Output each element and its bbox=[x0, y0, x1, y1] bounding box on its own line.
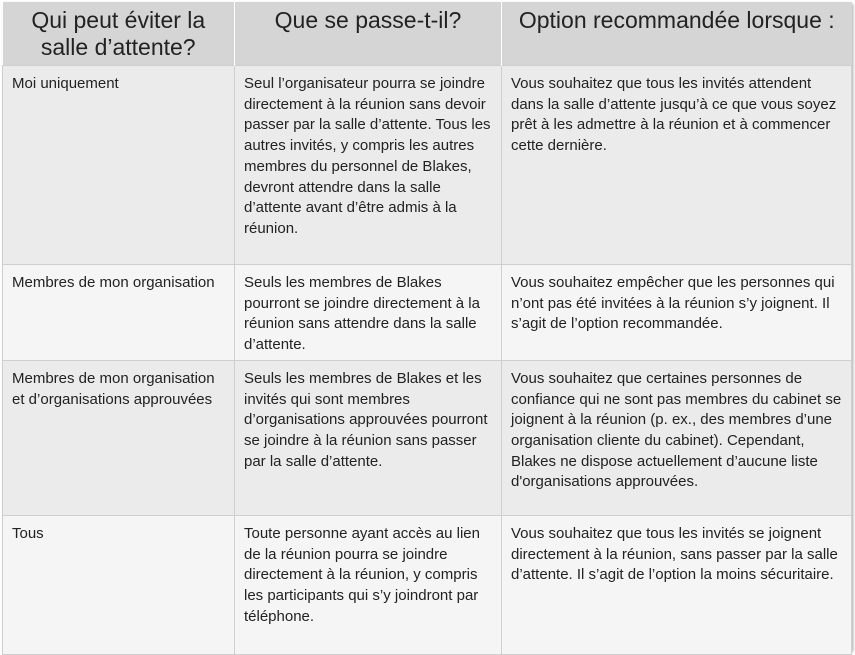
table-row bbox=[3, 515, 852, 654]
cell-when bbox=[502, 360, 852, 515]
table-body bbox=[3, 66, 852, 655]
lobby-options-table bbox=[2, 2, 852, 655]
cell-what-text: Seul l’organisateur pourra se joindre directement à la réunion sans devoir passer par la salle d’attente. Tous les autres invités, y compris les autres membres du personnel de Blakes, devront attendre dans la salle d’attente avant d’être admis à la réunion. bbox=[244, 75, 491, 237]
cell-when-text: Vous souhaitez que tous les invités se joignent directement à la réunion, sans passer par la salle d’attente. Il s’agit de l’option la moins sécuritaire. bbox=[511, 524, 838, 584]
header-what-happens: Que se passe-t-il? bbox=[235, 2, 502, 66]
lobby-options-table-container bbox=[2, 2, 851, 650]
cell-what bbox=[235, 265, 502, 361]
table-header bbox=[3, 2, 852, 66]
cell-what bbox=[235, 66, 502, 265]
cell-what-text: Toute personne ayant accès au lien de la réunion pourra se joindre directement à la réunion, y compris les participants qui s’y joindront par téléphone. bbox=[244, 524, 480, 625]
cell-who-text: Tous bbox=[12, 524, 44, 542]
cell-who-text: Membres de mon organisation et d’organisations approuvées bbox=[12, 369, 215, 408]
cell-what-text: Seuls les membres de Blakes pourront se joindre directement à la réunion sans attendre dans la salle d’attente. bbox=[244, 274, 480, 354]
cell-when-text: Vous souhaitez que certaines personnes de confiance qui ne sont pas membres du cabinet se joignent à la réunion (p. ex., des membres d’une organisation cliente du cabinet). Cependant, Blakes ne dispose actuellement d’aucune liste d'organisations approuvées. bbox=[511, 369, 842, 491]
cell-who-text: Membres de mon organisation bbox=[12, 274, 215, 291]
cell-who bbox=[3, 360, 235, 515]
cell-when-text: Vous souhaitez que tous les invités attendent dans la salle d’attente jusqu’à ce que vous soyez prêt à les admettre à la réunion et à commencer cette dernière. bbox=[511, 75, 837, 155]
cell-what-text: Seuls les membres de Blakes et les invités qui sont membres d’organisations approuvées pourront se joindre à la réunion sans passer par la salle d’attente. bbox=[244, 369, 488, 470]
header-recommended-when: Option recommandée lorsque : bbox=[502, 2, 852, 66]
table-row bbox=[3, 66, 852, 265]
header-who-can-bypass: Qui peut éviter la salle d’attente? bbox=[3, 2, 235, 66]
cell-when bbox=[502, 265, 852, 361]
cell-when-text: Vous souhaitez empêcher que les personnes qui n’ont pas été invitées à la réunion s’y joignent. Il s’agit de l’option recommandée. bbox=[511, 274, 835, 333]
header-row bbox=[3, 2, 852, 66]
cell-who-text: Moi uniquement bbox=[12, 75, 119, 92]
cell-who bbox=[3, 265, 235, 361]
table-row bbox=[3, 265, 852, 361]
cell-when bbox=[502, 66, 852, 265]
cell-what bbox=[235, 515, 502, 654]
cell-when bbox=[502, 515, 852, 654]
cell-who bbox=[3, 515, 235, 654]
cell-what bbox=[235, 360, 502, 515]
table-row bbox=[3, 360, 852, 515]
cell-who bbox=[3, 66, 235, 265]
